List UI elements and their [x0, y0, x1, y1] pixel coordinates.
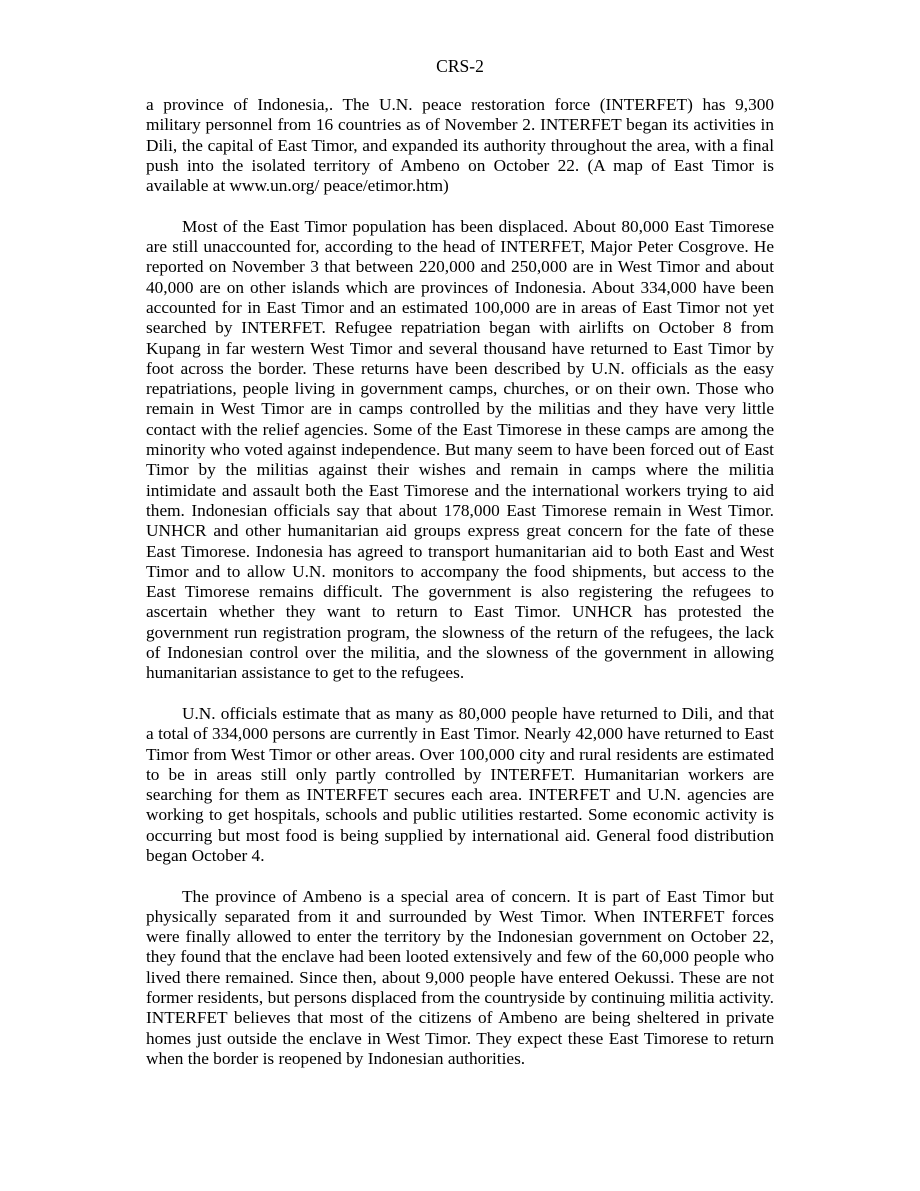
paragraph-ambeno: The province of Ambeno is a special area of concern. It is part of East Timor but physically separated from it and surrounded by West Timor. When INTERFET forces were finally allowed to enter the territory by the Indonesian government on October 22, they found that the enclave had been looted extensively and few of the 60,000 people who lived there remained. Since then, about 9,000 people have entered Oekussi. These are not former residents, but persons displaced from the countryside by continuing militia activity. INTERFET believes that most of the citizens of Ambeno are being sheltered in private homes just outside the enclave in West Timor. They expect these East Timorese to return when the border is reopened by Indonesian authorities. — [146, 886, 774, 1068]
paragraph-un-estimates: U.N. officials estimate that as many as 80,000 people have returned to Dili, and that a total of 334,000 persons are currently in East Timor. Nearly 42,000 have returned to East Timor from West Timor or other areas. Over 100,000 city and rural residents are estimated to be in areas still only partly controlled by INTERFET. Humanitarian workers are searching for them as INTERFET secures each area. INTERFET and U.N. agencies are working to get hospitals, schools and public utilities restarted. Some economic activity is occurring but most food is being supplied by international aid. General food distribution began October 4. — [146, 703, 774, 865]
paragraph-continuation: a province of Indonesia,. The U.N. peace restoration force (INTERFET) has 9,300 military personnel from 16 countries as of November 2. INTERFET began its activities in Dili, the capital of East Timor, and expanded its authority throughout the area, with a final push into the isolated territory of Ambeno on October 22. (A map of East Timor is available at www.un.org/ peace/etimor.htm) — [146, 95, 774, 196]
body-text — [146, 95, 774, 1090]
paragraph-displacement: Most of the East Timor population has been displaced. About 80,000 East Timorese are still unaccounted for, according to the head of INTERFET, Major Peter Cosgrove. He reported on November 3 that between 220,000 and 250,000 are in West Timor and about 40,000 are on other islands which are provinces of Indonesia. About 334,000 have been accounted for in East Timor and an estimated 100,000 are in areas of East Timor not yet searched by INTERFET. Refugee repatriation began with airlifts on October 8 from Kupang in far western West Timor and several thousand have returned to East Timor by foot across the border. These returns have been described by U.N. officials as the easy repatriations, people living in government camps, churches, or on their own. Those who remain in West Timor are in camps controlled by the militias and they have very little contact with the relief agencies. Some of the East Timorese in these camps are among the minority who voted against independence. But many seem to have been forced out of East Timor by the militias against their wishes and remain in camps where the militia intimidate and assault both the East Timorese and the international workers trying to aid them. Indonesian officials say that about 178,000 East Timorese remain in West Timor. UNHCR and other humanitarian aid groups express great concern for the fate of these East Timorese. Indonesia has agreed to transport humanitarian aid to both East and West Timor and to allow U.N. monitors to accompany the food shipments, but access to the East Timorese remains difficult. The government is also registering the refugees to ascertain whether they want to return to East Timor. UNHCR has protested the government run registration program, the slowness of the return of the refugees, the lack of Indonesian control over the militia, and the slowness of the government in allowing humanitarian assistance to get to the refugees. — [146, 216, 774, 683]
page-header: CRS-2 — [436, 56, 484, 76]
